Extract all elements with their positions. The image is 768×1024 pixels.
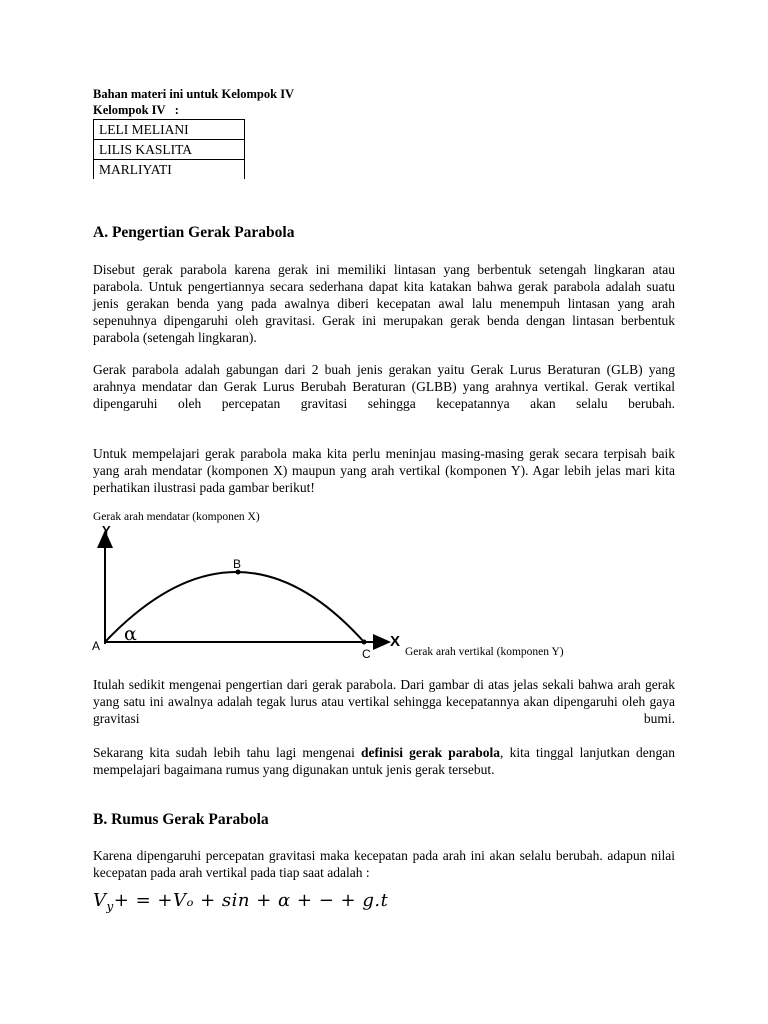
paragraph-a4: Itulah sedikit mengenai pengertian dari gerak parabola. Dari gambar di atas jelas sekali bahwa arah gerak yang satu ini awalnya adalah tegak lurus atau vertikal sehingga kecepatannya akan dipengaruhi oleh gaya gravitasi bumi. xyxy=(93,677,675,726)
paragraph-b1: Karena dipengaruhi percepatan gravitasi maka kecepatan pada arah ini akan selalu berubah. adapun nilai kecepatan pada arah vertikal pada tiap saat adalah : xyxy=(93,848,675,880)
p5-text-after: , kita tinggal lanjutkan dengan mempelajari bagaimana rumus yang digunakan untuk jenis gerak tersebut. xyxy=(93,745,675,777)
table-row xyxy=(94,160,245,180)
paragraph-a5 xyxy=(93,744,675,778)
point-c-label: C xyxy=(362,647,371,661)
formula-rest: + = +Vₒ + sin + α + − + g.t xyxy=(113,890,389,911)
group-label: Kelompok IV : xyxy=(93,103,179,117)
point-a-label: A xyxy=(92,639,101,653)
member-cell: LELI MELIANI xyxy=(94,120,245,140)
point-b-label: B xyxy=(233,557,242,571)
caption-vertical: Gerak arah vertikal (komponen Y) xyxy=(405,646,564,658)
formula-subscript: y xyxy=(106,899,114,914)
paragraph-a3: Untuk mempelajari gerak parabola maka kita perlu meninjau masing-masing gerak secara terpisah baik yang arah mendatar (komponen X) maupun yang arah vertikal (komponen Y). Agar lebih jelas mari kita perhatikan ilustrasi pada gambar berikut! xyxy=(93,446,675,495)
intro-block xyxy=(93,86,294,118)
table-row xyxy=(94,120,245,140)
axis-y-label: Y xyxy=(102,523,111,538)
paragraph-a2: Gerak parabola adalah gabungan dari 2 buah jenis gerakan yaitu Gerak Lurus Beraturan (GLB) yang arahnya mendatar dan Gerak Lurus Berubah Beraturan (GLBB) yang arahnya vertikal. Gerak vertikal dipengaruhi oleh percepatan gravitasi sehingga kecepatannya akan selalu berubah. xyxy=(93,362,675,411)
section-a-heading: A. Pengertian Gerak Parabola xyxy=(93,224,295,241)
intro-line: Bahan materi ini untuk Kelompok IV xyxy=(93,87,295,101)
members-table xyxy=(93,119,245,179)
angle-alpha-label: α xyxy=(124,623,137,645)
member-cell: MARLIYATI xyxy=(94,160,245,180)
parabola-diagram xyxy=(88,518,418,663)
member-cell: LILIS KASLITA xyxy=(94,140,245,160)
table-row xyxy=(94,140,245,160)
section-b-heading: B. Rumus Gerak Parabola xyxy=(93,811,269,828)
formula-v: V xyxy=(93,890,107,911)
caption-horizontal: Gerak arah mendatar (komponen X) xyxy=(93,511,260,523)
point-c-marker xyxy=(362,640,367,645)
velocity-formula xyxy=(93,890,388,914)
paragraph-a1: Disebut gerak parabola karena gerak ini memiliki lintasan yang berbentuk setengah lingkaran atau parabola. Untuk pengertiannya secara sederhana dapat kita katakan bahwa gerak parabola adalah suatu jenis gerakan benda yang pada awalnya diberi kecepatan awal lalu menempuh lintasan yang arah sepenuhnya dipengaruhi oleh gravitasi. Gerak ini merupakan gerak benda dengan lintasan berbentuk parabola (setengah lingkaran). xyxy=(93,262,675,345)
axis-x-label: X xyxy=(390,633,401,650)
p5-text-before: Sekarang kita sudah lebih tahu lagi mengenai xyxy=(93,745,361,760)
parabola-curve xyxy=(105,572,364,642)
p5-bold-term: definisi gerak parabola xyxy=(360,745,501,760)
